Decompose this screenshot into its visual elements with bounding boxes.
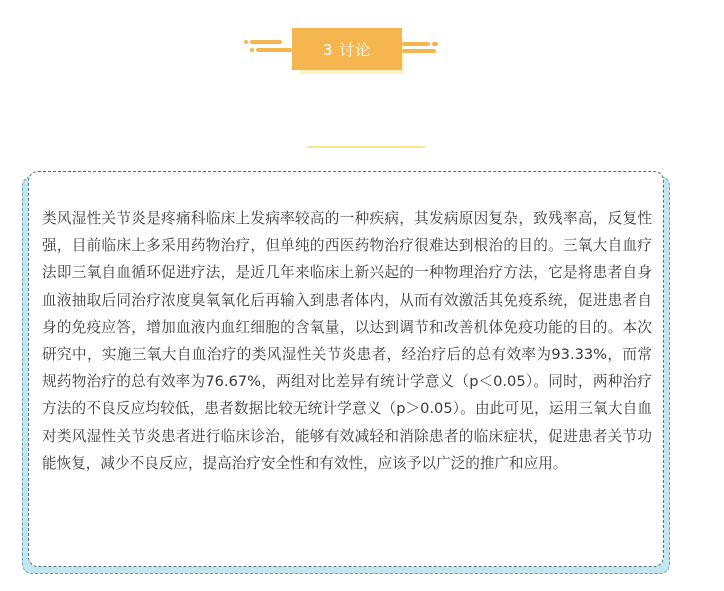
decor-dash xyxy=(402,42,430,46)
decor-dash xyxy=(250,40,282,44)
section-title: 3 讨论 xyxy=(322,40,372,59)
divider-line xyxy=(307,146,425,148)
decor-dash xyxy=(250,48,254,52)
decor-dash xyxy=(256,48,292,52)
section-header xyxy=(0,26,724,76)
decor-dash xyxy=(432,42,438,46)
decor-dash xyxy=(244,40,248,44)
section-title-badge xyxy=(292,28,402,70)
body-paragraph: 类风湿性关节炎是疼痛科临床上发病率较高的一种疾病，其发病原因复杂，致残率高，反复性强，目前临床上多采用药物治疗，但单纯的西医药物治疗很难达到根治的目的。三氧大自血疗法即三氧自血循环促进疗法，是近几年来临床上新兴起的一种物理治疗方法，它是将患者自身血液抽取后同治疗浓度臭氧氧化后再输入到患者体内，从而有效激活其免疫系统，促进患者自身的免疫应答，增加血液内血红细胞的含氧量，以达到调节和改善机体免疫功能的目的。本次研究中，实施三氧大自血治疗的类风湿性关节炎患者，经治疗后的总有效率为93.33%，而常规药物治疗的总有效率为76.67%，两组对比差异有统计学意义（p＜0.05）。同时，两种治疗方法的不良反应均较低，患者数据比较无统计学意义（p＞0.05）。由此可见，运用三氧大自血对类风湿性关节炎患者进行临床诊治，能够有效减轻和消除患者的临床症状，促进患者关节功能恢复，减少不良反应，提高治疗安全性和有效性，应该予以广泛的推广和应用。 xyxy=(42,210,652,472)
decor-dash xyxy=(402,49,436,53)
